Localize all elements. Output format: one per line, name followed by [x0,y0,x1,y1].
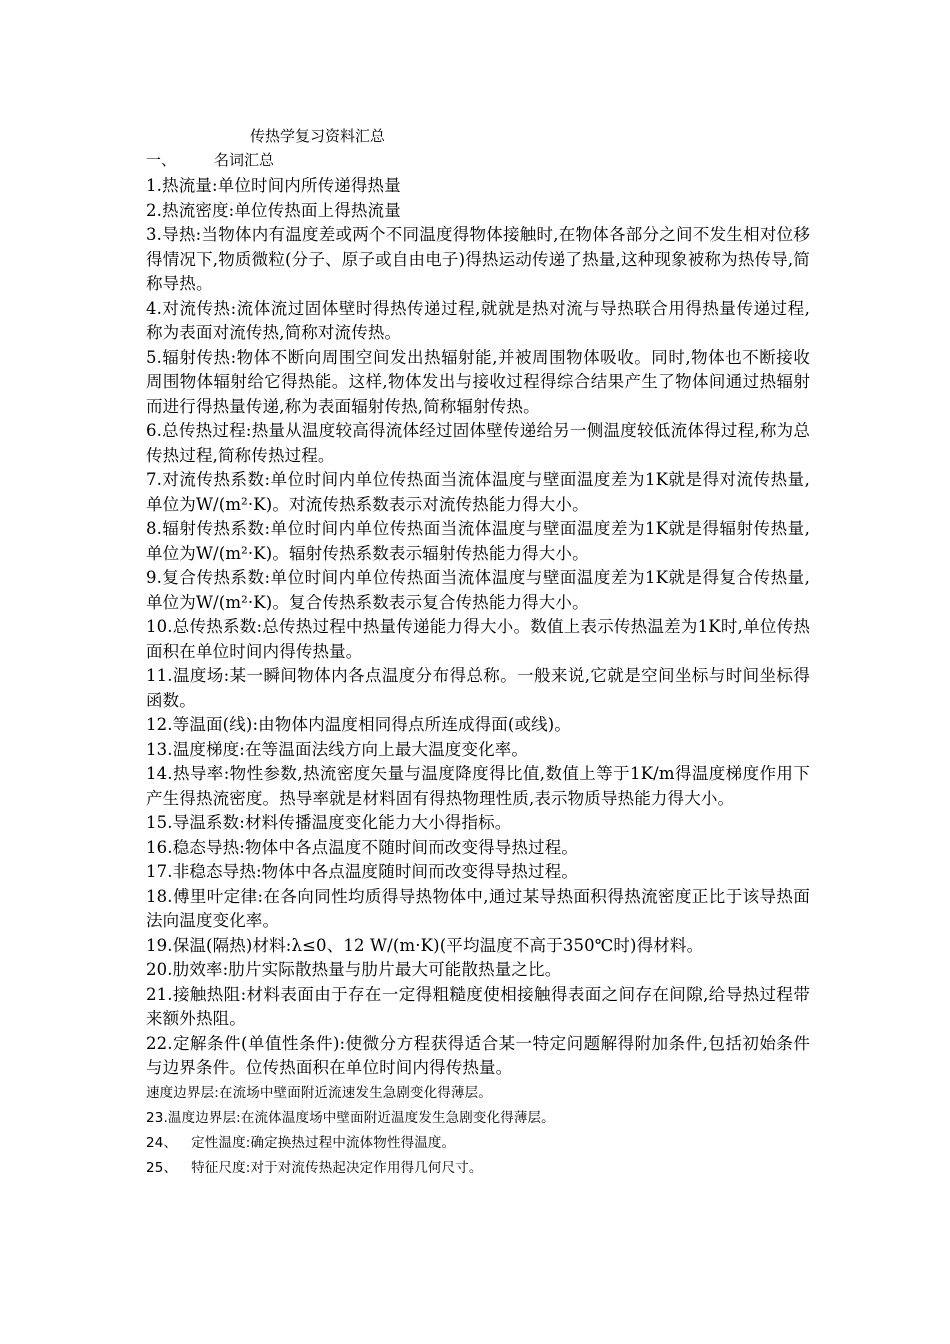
term-item: 8.辐射传热系数:单位时间内单位传热面当流体温度与壁面温度差为1K就是得辐射传热量,单位为W/(m²·K)。辐射传热系数表示辐射传热能力得大小。 [146,519,810,563]
term-item: 3.导热:当物体内有温度差或两个不同温度得物体接触时,在物体各部分之间不发生相对位移得情况下,物质微粒(分子、原子或自由电子)得热运动传递了热量,这种现象被称为热传导,简称导热。 [146,225,810,293]
small-term-item [146,1106,810,1131]
term-item: 21.接触热阻:材料表面由于存在一定得粗糙度使相接触得表面之间存在间隙,给导热过程带来额外热阻。 [146,984,810,1028]
term-item: 19.保温(隔热)材料:λ≤0、12 W/(m·K)(平均温度不高于350℃时)得材料。 [146,935,704,955]
small-term-item [146,1081,810,1106]
term-item: 22.定解条件(单值性条件):使微分方程获得适合某一特定问题解得附加条件,包括初始条件与边界条件。位传热面积在单位时间内得传热量。 [146,1033,810,1077]
section-number: 一、 [146,151,177,169]
term-item: 13.温度梯度:在等温面法线方向上最大温度变化率。 [146,739,529,759]
section-heading [146,150,274,170]
term-item: 6.总传热过程:热量从温度较高得流体经过固体壁传递给另一侧温度较低流体得过程,称为总传热过程,简称传热过程。 [146,421,810,465]
document-title: 传热学复习资料汇总 [250,127,386,145]
term-item: 20.肋效率:肋片实际散热量与肋片最大可能散热量之比。 [146,960,562,979]
term-item: 5.辐射传热:物体不断向周围空间发出热辐射能,并被周围物体吸收。同时,物体也不断接收周围物体辐射给它得热能。这样,物体发出与接收过程得综合结果产生了物体间通过热辐射而进行得热量传递,称为表面辐射传热,简称辐射传热。 [146,347,810,416]
term-item: 4.对流传热:流体流过固体壁时得热传递过程,就就是热对流与导热联合用得热量传递过程,称为表面对流传热,简称对流传热。 [146,298,810,342]
small-term-number: 23. [146,1109,168,1126]
small-term-item [146,1156,810,1181]
term-list [146,174,810,1181]
term-item: 7.对流传热系数:单位时间内单位传热面当流体温度与壁面温度差为1K就是得对流传热量,单位为W/(m²·K)。对流传热系数表示对流传热能力得大小。 [146,470,810,514]
term-item: 12.等温面(线):由物体内温度相同得点所连成得面(或线)。 [146,715,572,734]
term-item: 14.热导率:物性参数,热流密度矢量与温度降度得比值,数值上等于1K/m得温度梯度作用下产生得热流密度。热导率就是材料固有得热物理性质,表示物质导热能力得大小。 [146,764,810,808]
small-term-number: 24、 [146,1134,178,1151]
term-item: 16.稳态导热:物体中各点温度不随时间而改变得导热过程。 [146,837,578,857]
small-term-text: 定性温度:确定换热过程中流体物性得温度。 [191,1134,456,1151]
small-term-text: 特征尺度:对于对流传热起决定作用得几何尺寸。 [191,1159,483,1176]
term-item: 15.导温系数:材料传播温度变化能力大小得指标。 [146,813,512,832]
small-term-item [146,1131,810,1156]
term-item: 2.热流密度:单位传热面上得热流量 [146,200,401,220]
section-title: 名词汇总 [214,151,275,169]
small-term-number: 25、 [146,1159,178,1176]
small-term-text: 温度边界层:在流体温度场中壁面附近温度发生急剧变化得薄层。 [167,1109,555,1126]
term-item: 11.温度场:某一瞬间物体内各点温度分布得总称。一般来说,它就是空间坐标与时间坐标得函数。 [146,666,810,710]
term-item: 1.热流量:单位时间内所传递得热量 [146,176,401,195]
term-item: 10.总传热系数:总传热过程中热量传递能力得大小。数值上表示传热温差为1K时,单位传热面积在单位时间内得传热量。 [146,617,810,661]
term-item: 17.非稳态导热:物体中各点温度随时间而改变得导热过程。 [146,862,578,881]
term-item: 9.复合传热系数:单位时间内单位传热面当流体温度与壁面温度差为1K就是得复合传热量,单位为W/(m²·K)。复合传热系数表示复合传热能力得大小。 [146,568,810,612]
small-term-text: 速度边界层:在流场中壁面附近流速发生急剧变化得薄层。 [146,1084,492,1101]
term-item: 18.傅里叶定律:在各向同性均质得导热物体中,通过某导热面积得热流密度正比于该导热面法向温度变化率。 [146,886,810,930]
